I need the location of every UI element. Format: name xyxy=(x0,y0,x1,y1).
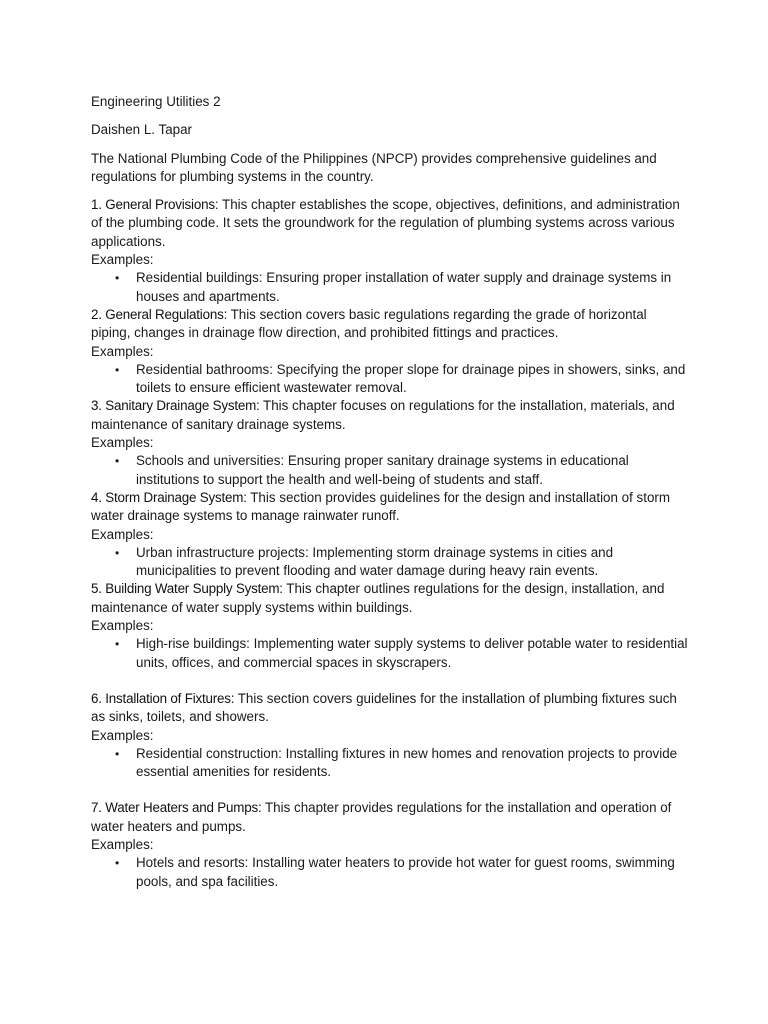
example-text: Urban infrastructure projects: Implementing storm drainage systems in cities and municipalities to prevent flooding and water damage during heavy rain events. xyxy=(136,544,614,579)
section-paragraph xyxy=(91,196,688,251)
examples-label: Examples: xyxy=(91,343,154,359)
example-item xyxy=(115,745,688,782)
example-text: High-rise buildings: Implementing water supply systems to deliver potable water to residential units, offices, and commercial spaces in skyscrapers. xyxy=(136,636,688,670)
section-heading: 7. Water Heaters and Pumps: xyxy=(91,800,262,816)
examples-list xyxy=(91,635,688,672)
bullet-icon: • xyxy=(115,746,120,761)
section-text: : This chapter establishes the scope, objectives, definitions, and administration of the plumbing code. It sets the groundwork for the regulation of plumbing systems across various applications. xyxy=(91,197,680,249)
section-heading: 3. Sanitary Drainage System: xyxy=(91,398,260,414)
section-heading: 4. Storm Drainage System: xyxy=(91,489,247,505)
examples-list xyxy=(91,269,688,306)
examples-label: Examples: xyxy=(91,836,154,852)
section-installation-fixtures xyxy=(91,690,688,781)
bullet-icon: • xyxy=(115,856,120,871)
example-text: Residential bathrooms: Specifying the proper slope for drainage pipes in showers, sinks, and toilets to ensure efficient wastewater removal. xyxy=(136,361,686,396)
bullet-icon: • xyxy=(115,545,120,560)
section-paragraph xyxy=(91,580,688,617)
section-water-supply xyxy=(91,580,688,671)
examples-label: Examples: xyxy=(91,618,154,634)
examples-list xyxy=(91,452,688,489)
section-general-regulations xyxy=(91,306,688,397)
section-paragraph xyxy=(91,799,688,836)
section-heading: 5. Building Water Supply System: xyxy=(91,581,283,597)
example-item xyxy=(115,269,688,306)
examples-list xyxy=(91,544,688,581)
section-heading: 2. General Regulations: xyxy=(91,306,228,322)
example-text: Residential buildings: Ensuring proper installation of water supply and drainage systems in houses and apartments. xyxy=(136,270,672,304)
section-text: This section covers basic regulations regarding the grade of horizontal piping, changes in drainage flow direction, and prohibited fittings and practices. xyxy=(91,306,647,341)
bullet-icon: • xyxy=(115,271,120,286)
section-paragraph xyxy=(91,690,688,727)
examples-label: Examples: xyxy=(91,727,154,743)
section-water-heaters-pumps xyxy=(91,799,688,890)
bullet-icon: • xyxy=(115,362,120,377)
example-item xyxy=(115,854,688,891)
example-item xyxy=(115,361,688,398)
examples-label: Examples: xyxy=(91,435,154,451)
examples-label: Examples: xyxy=(91,526,154,542)
examples-list xyxy=(91,745,688,782)
section-paragraph xyxy=(91,306,688,343)
examples-label: Examples: xyxy=(91,252,154,268)
bullet-icon: • xyxy=(115,454,120,469)
section-text: This section covers guidelines for the installation of plumbing fixtures such as sinks, toilets, and showers. xyxy=(91,690,677,725)
section-sanitary-drainage xyxy=(91,397,688,488)
section-heading: 1. General Provisions xyxy=(91,197,215,213)
section-general-provisions xyxy=(91,196,688,306)
example-text: Residential construction: Installing fixtures in new homes and renovation projects to provide essential amenities for residents. xyxy=(136,745,678,780)
section-paragraph xyxy=(91,489,688,526)
section-text: This section provides guidelines for the design and installation of storm water drainage systems to manage rainwater runoff. xyxy=(91,489,671,524)
section-text: This chapter outlines regulations for the design, installation, and maintenance of water supply systems within buildings. xyxy=(91,581,665,615)
examples-list xyxy=(91,361,688,398)
section-storm-drainage xyxy=(91,489,688,580)
intro-paragraph: The National Plumbing Code of the Philippines (NPCP) provides comprehensive guidelines and regulations for plumbing systems in the country. xyxy=(91,150,657,184)
example-item xyxy=(115,544,688,581)
course-title: Engineering Utilities 2 xyxy=(91,94,221,109)
bullet-icon: • xyxy=(115,637,120,652)
example-text: Schools and universities: Ensuring proper sanitary drainage systems in educational institutions to support the health and well-being of students and staff. xyxy=(136,453,629,487)
section-text: This chapter provides regulations for the installation and operation of water heaters and pumps. xyxy=(91,800,672,834)
author-name: Daishen L. Tapar xyxy=(91,122,192,138)
section-text: This chapter focuses on regulations for the installation, materials, and maintenance of sanitary drainage systems. xyxy=(91,398,675,432)
example-item xyxy=(115,452,688,489)
section-heading: 6. Installation of Fixtures: xyxy=(91,690,235,706)
section-paragraph xyxy=(91,397,688,434)
examples-list xyxy=(91,854,688,891)
example-item xyxy=(115,635,688,672)
example-text: Hotels and resorts: Installing water heaters to provide hot water for guest rooms, swimming pools, and spa facilities. xyxy=(136,855,675,889)
